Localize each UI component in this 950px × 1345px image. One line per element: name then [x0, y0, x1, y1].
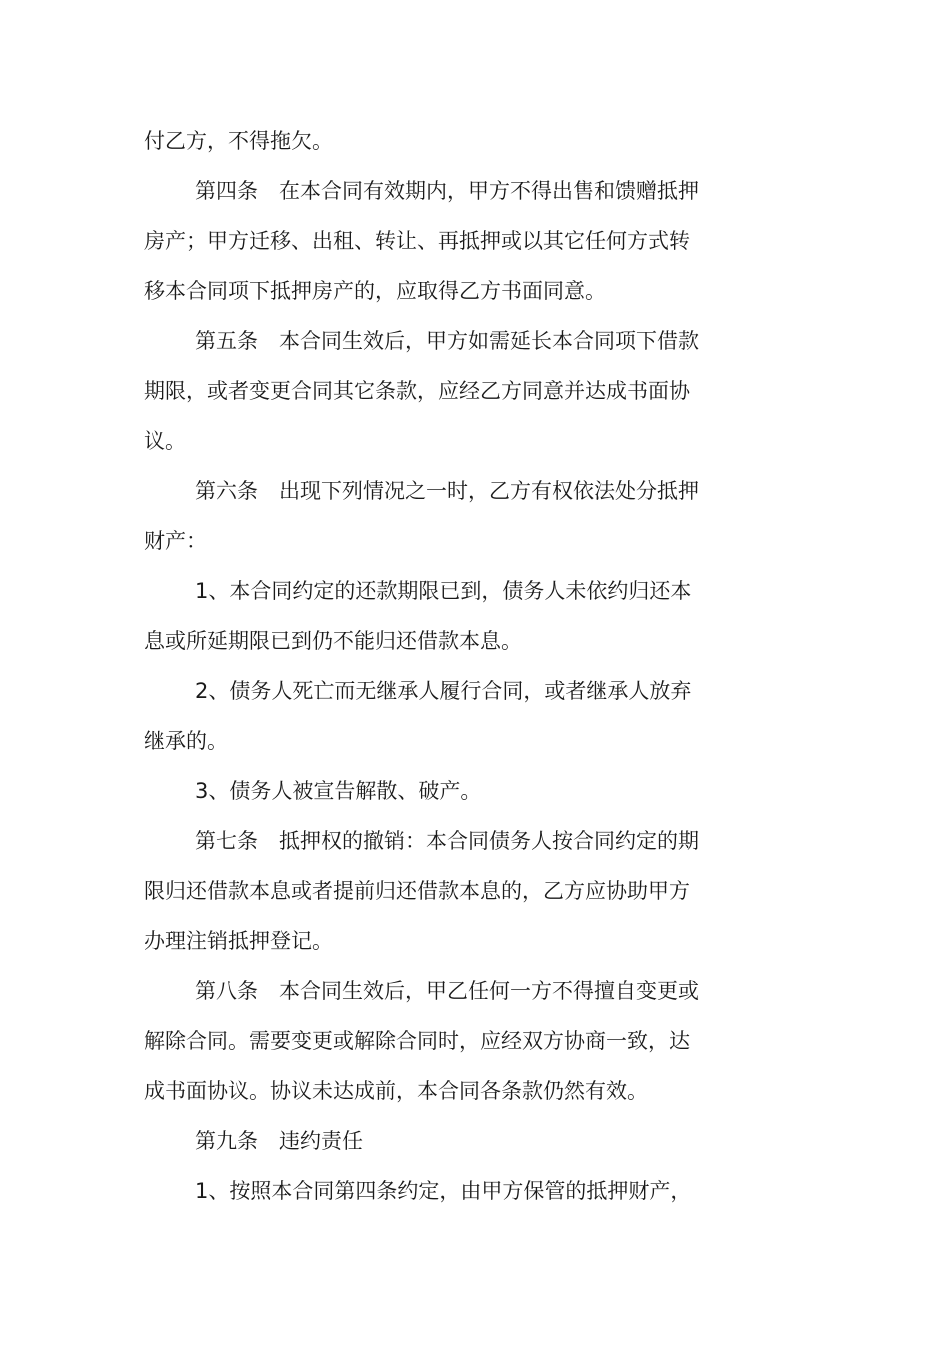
text-line: 成书面协议。协议未达成前，本合同各条款仍然有效。: [144, 1079, 648, 1103]
article-7-heading-line: 第七条 抵押权的撤销：本合同债务人按合同约定的期: [195, 829, 699, 853]
text-line: 财产：: [144, 529, 207, 553]
list-item-1-line: 1、本合同约定的还款期限已到，债务人未依约归还本: [195, 579, 692, 603]
list-item-2-line: 2、债务人死亡而无继承人履行合同，或者继承人放弃: [195, 679, 692, 703]
text-line: 期限，或者变更合同其它条款，应经乙方同意并达成书面协: [144, 379, 690, 403]
text-line: 付乙方，不得拖欠。: [144, 129, 333, 153]
article-6-heading-line: 第六条 出现下列情况之一时，乙方有权依法处分抵押: [195, 479, 699, 503]
text-line: 解除合同。需要变更或解除合同时，应经双方协商一致，达: [144, 1029, 690, 1053]
text-line: 限归还借款本息或者提前归还借款本息的，乙方应协助甲方: [144, 879, 690, 903]
text-line: 息或所延期限已到仍不能归还借款本息。: [144, 629, 522, 653]
article-5-heading-line: 第五条 本合同生效后，甲方如需延长本合同项下借款: [195, 329, 699, 353]
text-line: 房产；甲方迁移、出租、转让、再抵押或以其它任何方式转: [144, 229, 690, 253]
article-9-heading-line: 第九条 违约责任: [195, 1129, 363, 1153]
text-line: 继承的。: [144, 729, 228, 753]
text-line: 移本合同项下抵押房产的，应取得乙方书面同意。: [144, 279, 606, 303]
article-4-heading-line: 第四条 在本合同有效期内，甲方不得出售和馈赠抵押: [195, 179, 699, 203]
list-item-3-line: 3、债务人被宣告解散、破产。: [195, 779, 482, 803]
list-item-1-line: 1、按照本合同第四条约定，由甲方保管的抵押财产，: [195, 1179, 692, 1203]
article-8-heading-line: 第八条 本合同生效后，甲乙任何一方不得擅自变更或: [195, 979, 699, 1003]
text-line: 办理注销抵押登记。: [144, 929, 333, 953]
text-line: 议。: [144, 429, 186, 453]
